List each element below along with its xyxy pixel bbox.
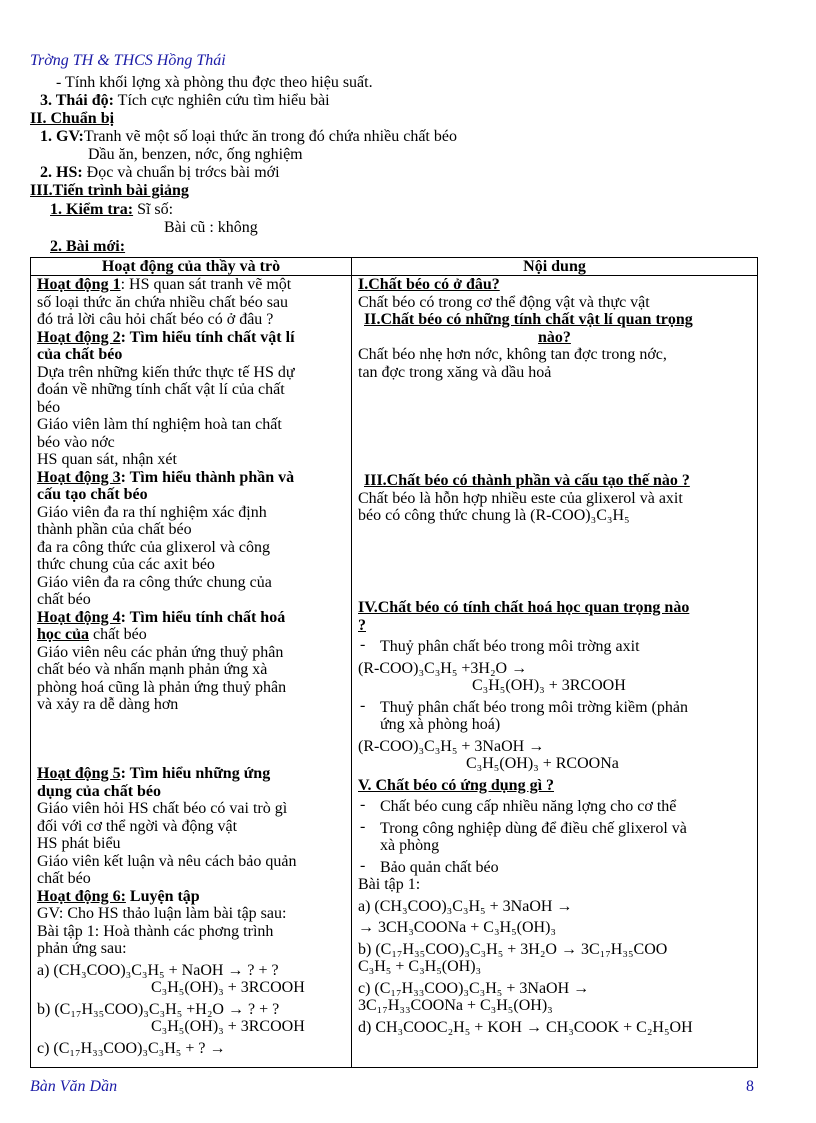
hd5-line-7: chất béo	[37, 870, 91, 887]
hd2-line-3: Dựa trên những kiến thức thực tế HS dự	[37, 363, 295, 381]
section-v-item-2-line-2: xà phòng	[380, 837, 440, 854]
page-number: 8	[746, 1078, 754, 1095]
hd5-line-3: Giáo viên hỏi HS chất béo có vai trò gì	[37, 800, 288, 817]
bullet-dash: -	[360, 636, 366, 653]
bai-moi-heading: 2. Bài mới:	[50, 238, 126, 255]
bullet-dash: -	[360, 817, 366, 835]
col2-header: Nội dung	[523, 258, 586, 275]
hd5-line-5: HS phát biểu	[37, 835, 121, 852]
answer-a-line-1: a) (CH₃COO)₃C₃H₅ + 3NaOH →	[358, 897, 573, 915]
hd5-title: : Tìm hiểu những ứng	[120, 765, 271, 782]
answer-c-line-2: 3C₁₇H₃₃COONa + C₃H₅(OH)₃	[358, 997, 553, 1014]
right-column-section-iii	[358, 472, 690, 525]
section-iv-item-2	[358, 696, 693, 717]
hd5-line-4: đối với cơ thể ngời và động vật	[37, 817, 238, 835]
question-b-line-1: b) (C₁₇H₃₅COO)₃C₃H₅ +H₂O → ? + ?	[37, 1000, 280, 1018]
hd4-label: Hoạt động 4	[37, 608, 121, 626]
section-i-heading: I.Chất béo có ở đâu?	[358, 276, 500, 293]
hd5-label: Hoạt động 5	[37, 765, 121, 782]
section-v-item-2	[358, 817, 693, 838]
answer-a-line-2: → 3CH₃COONa + C₃H₅(OH)₃	[358, 919, 556, 936]
hs-text: Đọc và chuẩn bị trớcs bài mới	[82, 164, 280, 181]
hd3-line-4: thành phần của chất béo	[37, 521, 192, 538]
bullet-dash: -	[360, 696, 366, 714]
question-b-line-2: C₃H₅(OH)₃ + 3RCOOH	[151, 1018, 305, 1035]
hd2-line-8: HS quan sát, nhận xét	[37, 451, 177, 468]
hs-line	[40, 164, 280, 182]
hd3-line-7: Giáo viên đa ra công thức chung của	[37, 573, 272, 591]
kiem-tra-line	[50, 201, 173, 219]
hd1-line-2: số loại thức ăn chứa nhiều chất béo sau	[37, 293, 289, 311]
section-iii-line-2: béo có công thức chung là (R-COO)₃C₃H₅	[358, 507, 630, 524]
hd2-row	[37, 329, 295, 347]
equation-2-line-2: C₃H₅(OH)₃ + RCOONa	[466, 755, 619, 772]
gv-line	[40, 128, 457, 146]
bullet-dash: -	[360, 856, 366, 874]
hd5-row	[37, 765, 305, 783]
hd4-title: : Tìm hiểu tính chất hoá	[120, 608, 286, 626]
left-column	[37, 276, 295, 714]
footer-author: Bàn Văn Dần	[30, 1078, 118, 1095]
kiem-tra-label: 1. Kiểm tra:	[50, 201, 134, 218]
hd1-row	[37, 276, 295, 294]
question-c-line-1: c) (C₁₇H₃₃COO)₃C₃H₅ + ? →	[37, 1039, 226, 1057]
hd4-line-4: chất béo và nhấn mạnh phản ứng xà	[37, 661, 268, 678]
answer-b-line-1: b) (C₁₇H₃₅COO)₃C₃H₅ + 3H₂O → 3C₁₇H₃₅COO	[358, 940, 668, 958]
hd2-line-5: béo	[37, 398, 61, 416]
section-iv-item-1	[358, 638, 693, 656]
section-v-item-3-text: Bảo quản chất béo	[380, 858, 499, 876]
hd5-title-2: dụng của chất béo	[37, 782, 162, 800]
bai-cu-line: Bài cũ : không	[164, 219, 258, 236]
bullet-dash: -	[360, 796, 366, 813]
hd2-line-4: đoán về những tính chất vật lí của chất	[37, 381, 285, 398]
exercise-title: Bài tập 1:	[358, 876, 421, 893]
objective-line: - Tính khối lợng xà phòng thu đợc theo hiệu suất.	[56, 74, 373, 91]
hd3-line-3: Giáo viên đa ra thí nghiệm xác định	[37, 503, 267, 521]
hd6-line-4: phản ứng sau:	[37, 940, 127, 957]
attitude-label: 3. Thái độ:	[40, 92, 114, 109]
attitude-line	[40, 92, 330, 110]
hd6-line-2: GV: Cho HS thảo luận làm bài tập sau:	[37, 905, 287, 922]
school-header: Trờng TH & THCS Hồng Thái	[30, 52, 226, 69]
hd3-line-5: đa ra công thức của glixerol và công	[37, 538, 271, 556]
section-i-line-1: Chất béo có trong cơ thể động vật và thực vật	[358, 293, 650, 311]
section-iv-item-2-line-2: ứng xà phòng hoá)	[380, 716, 501, 733]
hd4-row	[37, 609, 295, 627]
section-iii-line-1: Chất béo là hỗn hợp nhiều este của glixerol và axit	[358, 489, 683, 507]
section-v-item-2-text: Trong công nghiệp dùng để điều chế glixerol và	[380, 819, 687, 837]
hd2-title-2: của chất béo	[37, 346, 123, 363]
section-ii-heading-table-2: nào?	[538, 328, 571, 346]
section-iii-heading: III.Tiến trình bài giảng	[30, 182, 189, 199]
attitude-text: Tích cực nghiên cứu tìm hiểu bài	[113, 92, 330, 109]
section-ii-heading-table: II.Chất béo có những tính chất vật lí quan trọng	[364, 311, 693, 328]
hd1-label: Hoạt động 1	[37, 276, 121, 293]
hd6-label: Hoạt động 6:	[37, 887, 126, 905]
hd5-line-6: Giáo viên kết luận và nêu cách bảo quản	[37, 852, 297, 870]
hd3-line-8: chất béo	[37, 591, 91, 608]
section-iv-item-2-text: Thuỷ phân chất béo trong môi trờng kiềm (phản	[380, 698, 688, 716]
hd6-title: Luyện tập	[125, 887, 200, 905]
hd3-label: Hoạt động 3	[37, 468, 121, 486]
kiem-tra-text: Sĩ số:	[133, 201, 174, 218]
section-ii-line-1: Chất béo nhẹ hơn nớc, không tan đợc trong nớc,	[358, 346, 667, 363]
section-iv-item-1-text: Thuỷ phân chất béo trong môi trờng axit	[380, 638, 640, 655]
hd4-title-2b: chất béo	[89, 626, 147, 643]
hd1-line-3: đó trả lời câu hỏi chất béo có ở đâu ?	[37, 311, 274, 328]
lesson-table	[30, 257, 758, 1068]
section-iv-heading-2: ?	[358, 616, 366, 634]
right-column	[358, 276, 693, 381]
hd4-title-2: học của	[37, 626, 89, 643]
section-iii-heading-table: III.Chất béo có thành phần và cấu tạo thế nào ?	[364, 472, 690, 489]
equation-2-line-1: (R-COO)₃C₃H₅ + 3NaOH →	[358, 737, 545, 755]
section-ii-heading: II. Chuẩn bị	[30, 110, 115, 127]
hd3-title: : Tìm hiểu thành phần và	[120, 468, 295, 486]
hs-label: 2. HS:	[40, 164, 83, 181]
hd4-line-3: Giáo viên nêu các phản ứng thuỷ phân	[37, 643, 284, 661]
hd4-line-5: phòng hoá cũng là phản ứng thuỷ phân	[37, 678, 287, 696]
question-a-line-1: a) (CH₃COO)₃C₃H₅ + NaOH → ? + ?	[37, 961, 279, 979]
hd4-line-6: và xảy ra dễ dàng hơn	[37, 696, 179, 713]
gv-label: 1. GV:	[40, 128, 84, 145]
gv-line-2: Dầu ăn, benzen, nớc, ống nghiệm	[88, 146, 303, 163]
hd3-row	[37, 469, 295, 487]
section-v-item-1	[358, 798, 693, 816]
hd6-line-3: Bài tập 1: Hoà thành các phơng trình	[37, 922, 274, 940]
question-a-line-2: C₃H₅(OH)₃ + 3RCOOH	[151, 979, 305, 996]
col1-header: Hoạt động của thầy và trò	[101, 258, 281, 275]
hd2-label: Hoạt động 2	[37, 328, 121, 346]
right-column-section-iv	[358, 599, 693, 1036]
hd3-title-2: cấu tạo chất béo	[37, 486, 148, 503]
hd4-row-2	[37, 626, 295, 644]
answer-c-line-1: c) (C₁₇H₃₃COO)₃C₃H₅ + 3NaOH →	[358, 979, 590, 997]
equation-1-line-1: (R-COO)₃C₃H₅ +3H₂O →	[358, 659, 528, 677]
hd2-title: : Tìm hiểu tính chất vật lí	[120, 328, 295, 346]
equation-1-line-2: C₃H₅(OH)₃ + 3RCOOH	[472, 677, 626, 694]
section-v-item-1-text: Chất béo cung cấp nhiều năng lợng cho cơ thể	[380, 798, 677, 815]
answer-d-line-1: d) CH₃COOC₂H₅ + KOH → CH₃COOK + C₂H₅OH	[358, 1018, 693, 1036]
table-column-divider	[351, 258, 352, 1067]
hd1-text: : HS quan sát tranh vẽ một	[120, 276, 292, 293]
section-v-item-3	[358, 856, 693, 877]
gv-text: Tranh vẽ một số loại thức ăn trong đó chứa nhiều chất béo	[83, 128, 457, 145]
section-v-heading: V. Chất béo có ứng dụng gì ?	[358, 776, 555, 794]
left-column-lower	[37, 765, 305, 1057]
hd2-line-7: béo vào nớc	[37, 433, 115, 451]
section-iv-heading: IV.Chất béo có tính chất hoá học quan trọng nào	[358, 599, 690, 616]
answer-b-line-2: C₃H₅ + C₃H₅(OH)₃	[358, 958, 482, 975]
hd3-line-6: thức chung của các axit béo	[37, 556, 215, 573]
hd2-line-6: Giáo viên làm thí nghiệm hoà tan chất	[37, 416, 282, 433]
section-ii-line-2: tan đợc trong xăng và dầu hoả	[358, 363, 552, 381]
hd6-row	[37, 888, 305, 906]
